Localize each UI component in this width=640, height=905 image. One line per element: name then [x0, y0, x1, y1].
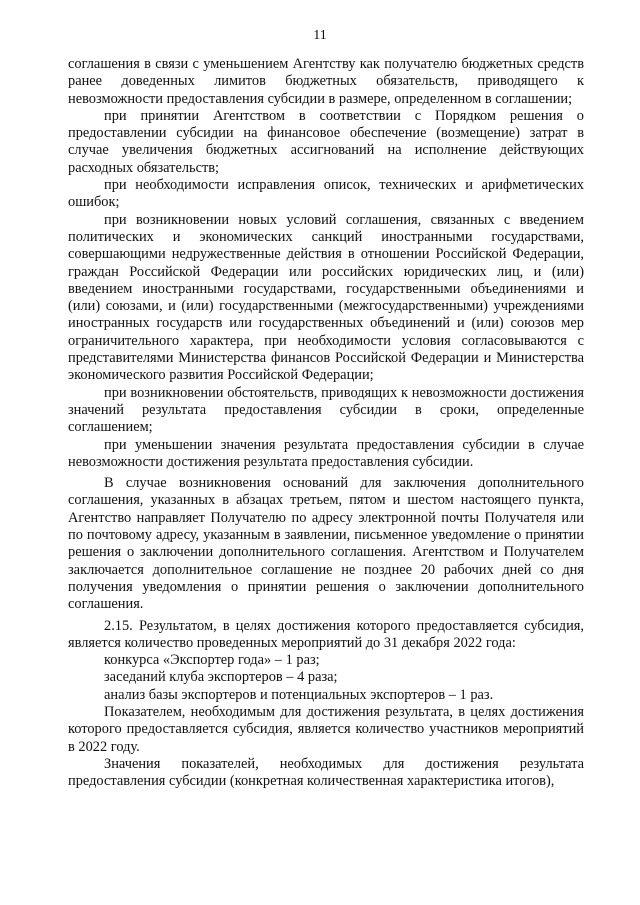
paragraph: Показателем, необходимым для достижения результата, в целях достижения которого предоставляется субсидия, является количество участников мероприятий в 2022 году.: [68, 703, 584, 755]
paragraph: 2.15. Результатом, в целях достижения которого предоставляется субсидия, является количество проведенных мероприятий до 31 декабря 2022 года:: [68, 617, 584, 651]
page-number: 11: [313, 28, 327, 43]
paragraph: В случае возникновения оснований для заключения дополнительного соглашения, указанных в абзацах третьем, пятом и шестом настоящего пункта, Агентство направляет Получателю по адресу электронной почты Получателя или по почтовому адресу, указанным в заявлении, письменное уведомление о принятии решения о заключении дополнительного соглашения. Агентством и Получателем заключается дополнительное соглашение не позднее 20 рабочих дней со дня получения уведомления о принятии решения о заключении дополнительного соглашения.: [68, 475, 584, 613]
paragraph: при необходимости исправления описок, технических и арифметических ошибок;: [68, 177, 584, 211]
paragraph: соглашения в связи с уменьшением Агентству как получателю бюджетных средств ранее доведенных лимитов бюджетных обязательств, приводящего к невозможности предоставления субсидии в размере, определенном в соглашении;: [68, 56, 584, 107]
list-item: конкурса «Экспортер года» – 1 раз;: [104, 652, 320, 669]
list-item: заседаний клуба экспортеров – 4 раза;: [104, 669, 338, 686]
paragraph: при принятии Агентством в соответствии с Порядком решения о предоставлении субсидии на финансовое обеспечение (возмещение) затрат в случае увеличения бюджетных ассигнований на исполнение действующих расходных обязательств;: [68, 107, 584, 176]
paragraph: при возникновении новых условий соглашения, связанных с введением политических и экономических санкций иностранными государствами, совершающими недружественные действия в отношении Российской Федерации, граждан Российской Федерации или российских юридических лиц, и (или) введением иностранными государствами, государственными объединениями и (или) союзами, и (или) государственными (межгосударственными) учреждениями иностранных государств или государственных объединений и (или) союзов мер ограничительного характера, при необходимости условия согласовываются с представителями Министерства финансов Российской Федерации и Министерства экономического развития Российской Федерации;: [68, 211, 584, 384]
paragraph: при уменьшении значения результата предоставления субсидии в случае невозможности достижения результата предоставления субсидии.: [68, 436, 584, 470]
paragraph: Значения показателей, необходимых для достижения результата предоставления субсидии (конкретная количественная характеристика итогов),: [68, 755, 584, 790]
paragraph: при возникновении обстоятельств, приводящих к невозможности достижения значений результата предоставления субсидии в сроки, определенные соглашением;: [68, 384, 584, 436]
document-body: [68, 56, 584, 790]
list-item: анализ базы экспортеров и потенциальных экспортеров – 1 раз.: [104, 686, 494, 703]
